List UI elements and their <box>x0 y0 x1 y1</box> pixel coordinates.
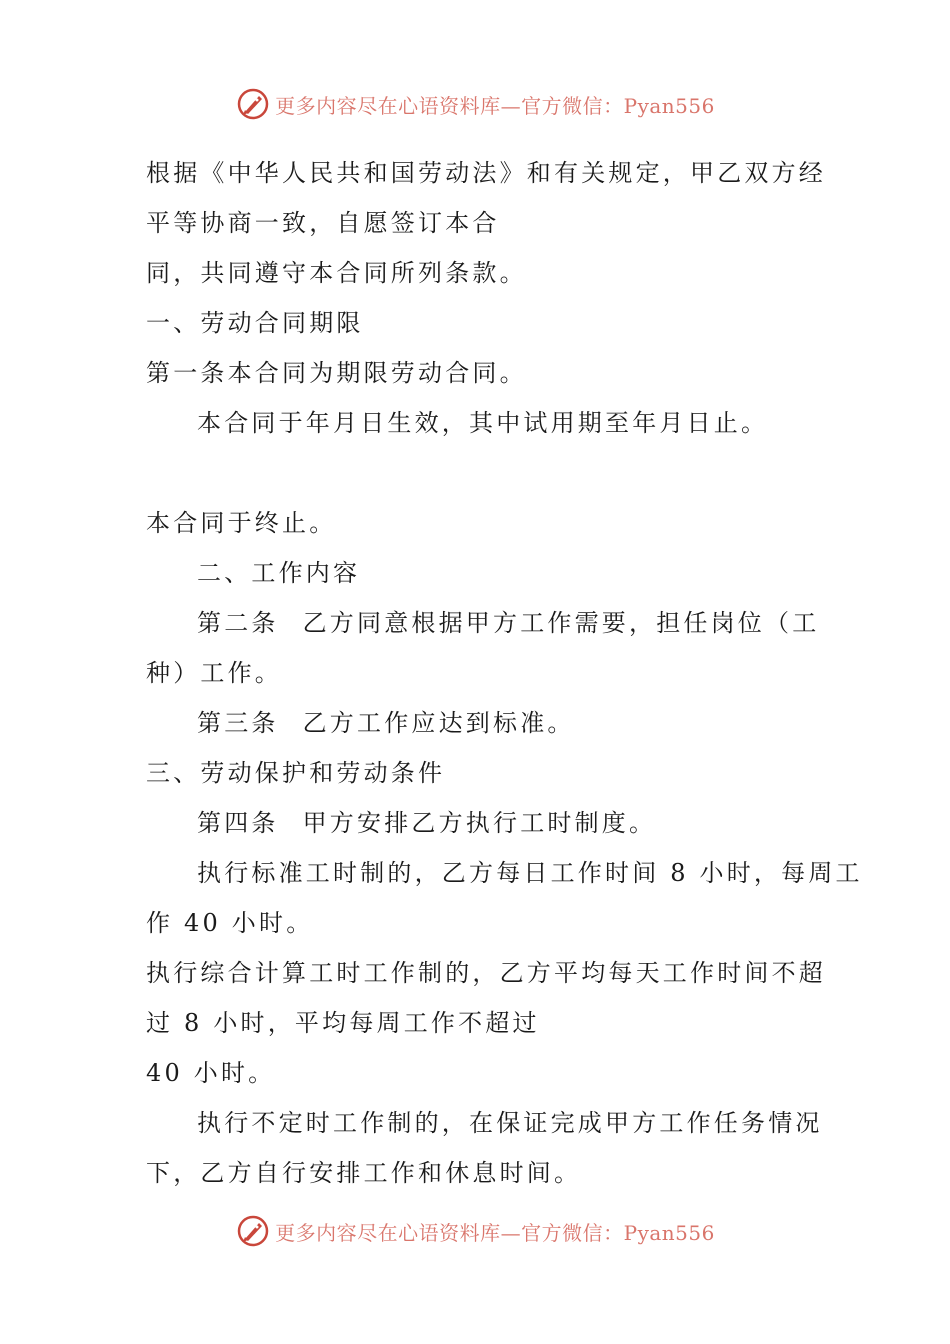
footer-banner <box>0 1211 950 1251</box>
preamble-line-1: 根据《中华人民共和国劳动法》和有关规定，甲乙双方经 <box>146 159 826 187</box>
document-body <box>146 148 863 1198</box>
article-2-line-1 <box>146 598 826 648</box>
article-3 <box>146 698 826 748</box>
standard-hours-line-1: 执行标准工时制的，乙方每日工作时间 8 小时，每周工 <box>197 859 863 887</box>
effective-date-clause: 本合同于年月日生效，其中试用期至年月日止。 <box>197 409 769 437</box>
comprehensive-hours-line-3: 40 小时。 <box>146 1059 276 1087</box>
article-4-label: 第四条 <box>197 809 279 837</box>
article-3-text: 乙方工作应达到标准。 <box>302 709 575 737</box>
section-1-heading: 一、劳动合同期限 <box>146 309 364 337</box>
footer-banner-text: 更多内容尽在心语资料库—官方微信：Pyan556 <box>275 1220 715 1245</box>
blank-line <box>146 448 826 498</box>
article-2-line-2: 种）工作。 <box>146 659 282 687</box>
comprehensive-hours-line-1: 执行综合计算工时工作制的，乙方平均每天工作时间不超 <box>146 959 826 987</box>
comprehensive-hours-line-2: 过 8 小时，平均每周工作不超过 <box>146 1009 540 1037</box>
article-1: 第一条本合同为期限劳动合同。 <box>146 359 527 387</box>
article-4-text: 甲方安排乙方执行工时制度。 <box>302 809 657 837</box>
section-3-heading: 三、劳动保护和劳动条件 <box>146 759 446 787</box>
flexible-hours-line-2: 下，乙方自行安排工作和休息时间。 <box>146 1159 582 1187</box>
pen-nib-logo-icon <box>235 86 271 122</box>
termination-clause: 本合同于终止。 <box>146 509 337 537</box>
pen-nib-logo-icon <box>235 1213 271 1249</box>
article-4 <box>146 798 826 848</box>
header-banner <box>0 84 950 124</box>
article-3-label: 第三条 <box>197 709 279 737</box>
article-2-label: 第二条 <box>197 609 279 637</box>
preamble-line-3: 同，共同遵守本合同所列条款。 <box>146 259 527 287</box>
header-banner-text: 更多内容尽在心语资料库—官方微信：Pyan556 <box>275 93 715 118</box>
standard-hours-line-2: 作 40 小时。 <box>146 909 314 937</box>
flexible-hours-line-1: 执行不定时工作制的，在保证完成甲方工作任务情况 <box>197 1109 823 1137</box>
section-2-heading: 二、工作内容 <box>197 559 361 587</box>
preamble-line-2: 平等协商一致，自愿签订本合 <box>146 209 500 237</box>
article-2-text: 乙方同意根据甲方工作需要，担任岗位（工 <box>302 609 820 637</box>
